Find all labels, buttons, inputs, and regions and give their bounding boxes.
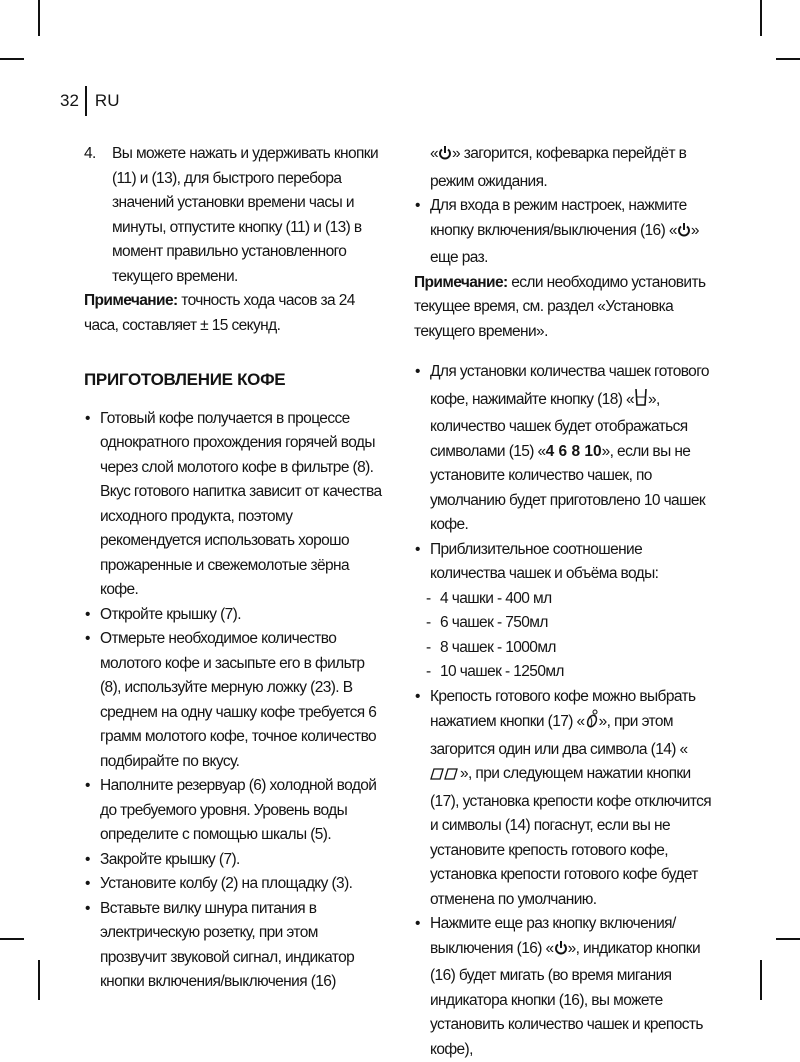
list-item-text: Крепость готового кофе можно выбрать нажатием кнопки (17) « <box>430 687 696 730</box>
list-item-text: » еще раз. <box>430 221 699 266</box>
power-icon <box>554 940 568 965</box>
list-item-text: Для входа в режим настроек, нажмите кнопку включения/выключения (16) « <box>430 197 687 239</box>
crop-mark <box>760 960 762 1000</box>
list-item: • Вставьте вилку шнура питания в электрическую розетку, при этом прозвучит звуковой сигнал, индикатор кнопки включения/выключения (16) <box>84 897 384 995</box>
note-text: если необходимо установить текущее время, см. раздел «Установка текущего времени». <box>414 273 706 340</box>
list-item: • Откройте крышку (7). <box>84 603 384 628</box>
list-item <box>414 360 716 538</box>
continued-text-body: » загорится, кофеварка перейдёт в режим ожидания. <box>430 145 687 190</box>
crop-mark <box>38 960 40 1000</box>
list-item-text: Для установки количества чашек готового кофе, нажимайте кнопку (18) « <box>430 363 709 408</box>
crop-mark <box>760 0 762 36</box>
list-item: • Приблизительное соотношение количества чашек и объёма воды: <box>414 538 716 587</box>
note <box>84 289 384 338</box>
cup-icon <box>634 385 648 416</box>
list-item <box>414 685 716 913</box>
strength-symbols-icon <box>430 765 460 790</box>
list-item <box>414 194 716 271</box>
page-number: 32 <box>60 91 79 110</box>
note <box>414 271 716 345</box>
list-item-text: », при следующем нажатии кнопки (17), установка крепости кофе отключится и символы (14) погаснут, если вы не установите крепость готового кофе, установка крепости готового кофе будет отменена по умолчанию. <box>430 765 712 908</box>
list-item-text: », если вы не установите количество чашек, по умолчанию будет приготовлено 10 чашек кофе. <box>430 442 706 533</box>
section-title: ПРИГОТОВЛЕНИЕ КОФЕ <box>84 370 286 389</box>
coffee-bean-icon <box>585 709 599 738</box>
power-icon <box>438 145 452 170</box>
continued-text <box>414 142 716 194</box>
list-item-text: », при этом загорится один или два символа (14) « <box>430 713 688 758</box>
note-label: Примечание: <box>414 273 508 291</box>
item-text: Вы можете нажать и удерживать кнопки (11) и (13), для быстрого перебора значений установки времени часы и минуты, отпустите кнопку (11) и (13) в момент правильно установленного текущего времени. <box>112 145 379 285</box>
note-text: точность хода часов за 24 часа, составляет ± 15 секунд. <box>84 292 355 334</box>
left-column <box>84 142 384 995</box>
list-item <box>414 912 716 1062</box>
list-item: • Наполните резервуар (6) холодной водой до требуемого уровня. Уровень воды определите с помощью шкалы (5). <box>84 774 384 848</box>
ratio-item: - 6 чашек - 750мл <box>414 611 716 636</box>
ratio-item: - 8 чашек - 1000мл <box>414 636 716 661</box>
page-header <box>60 88 119 114</box>
list-item-text: Нажмите еще раз кнопку включения/выключения (16) « <box>430 915 676 957</box>
right-column <box>414 142 716 1062</box>
quote-open: « <box>430 145 439 162</box>
crop-mark <box>38 0 40 36</box>
crop-mark <box>776 938 800 940</box>
language-label: RU <box>94 91 120 110</box>
spacer <box>414 344 716 360</box>
note-label: Примечание: <box>84 292 178 309</box>
crop-mark <box>0 938 24 940</box>
list-item: • Отмерьте необходимое количество молотого кофе и засыпьте его в фильтр (8), используйте мерную ложку (23). В среднем на одну чашку кофе требуется 6 грамм молотого кофе, точное количество подбирайте по вкусу. <box>84 627 384 774</box>
ratio-item: - 4 чашки - 400 мл <box>414 587 716 612</box>
list-item-text: », количество чашек будет отображаться символами (15) « <box>430 390 688 460</box>
crop-mark <box>0 58 24 60</box>
list-item: • Установите колбу (2) на площадку (3). <box>84 872 384 897</box>
header-divider <box>85 86 87 116</box>
crop-mark <box>776 58 800 60</box>
numbered-item <box>84 142 384 289</box>
list-item-text: », индикатор кнопки (16) будет мигать (во время мигания индикатора кнопки (16), вы можете установить количество чашек и крепость кофе), <box>430 939 703 1058</box>
ratio-item: - 10 чашек - 1250мл <box>414 660 716 685</box>
power-icon <box>677 222 691 247</box>
list-item: • Закройте крышку (7). <box>84 848 384 873</box>
item-number: 4. <box>84 145 96 162</box>
list-item: • Готовый кофе получается в процессе однократного прохождения горячей воды через слой молотого кофе в фильтре (8). Вкус готового напитка зависит от качества исходного продукта, поэтому рекомендуется использовать хорошо прожаренные и свежемолотые зёрна кофе. <box>84 407 384 603</box>
cups-symbols: 4 6 8 10 <box>545 442 602 460</box>
